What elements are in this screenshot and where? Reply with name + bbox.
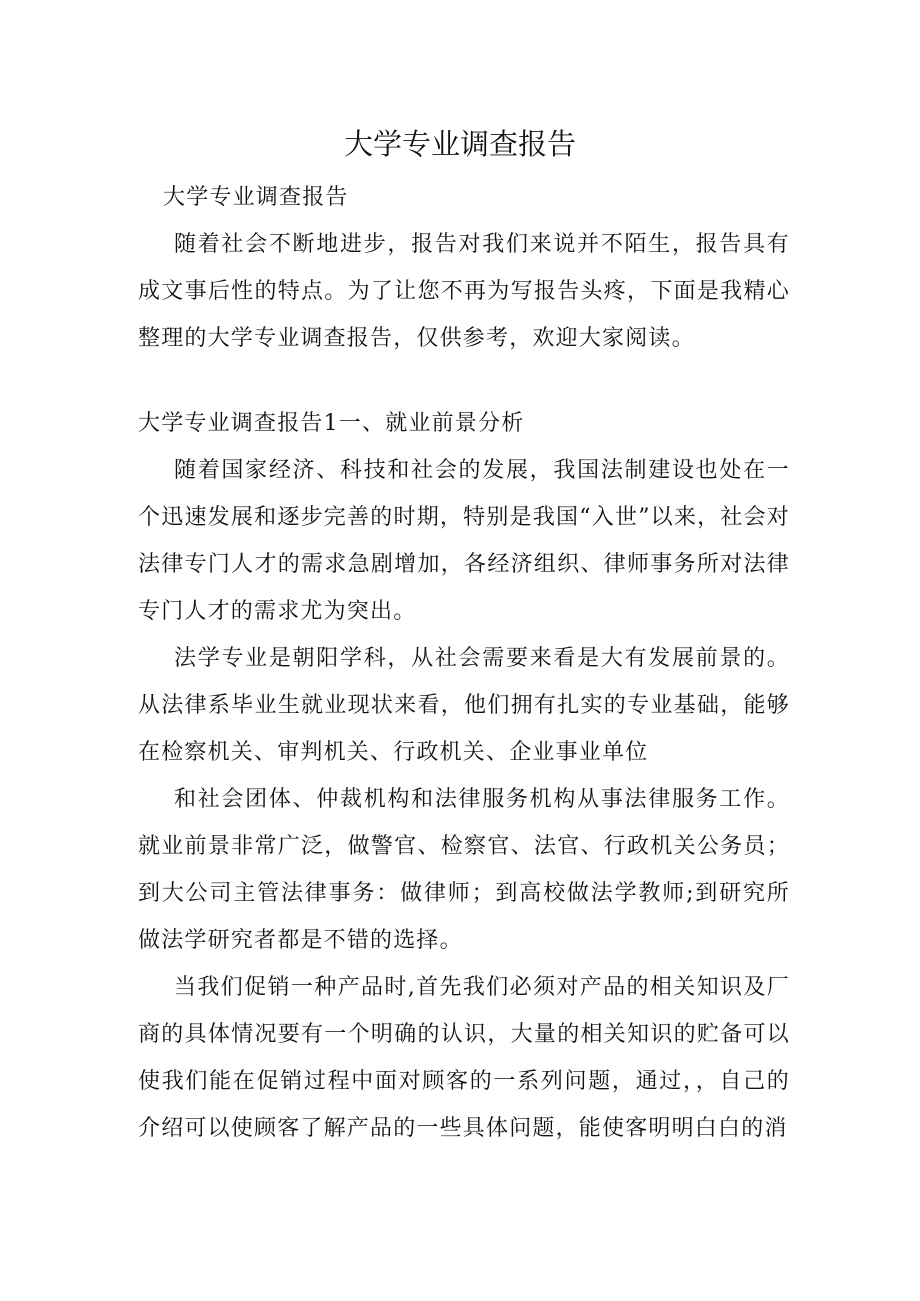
body-paragraph: 和社会团体、仲裁机构和法律服务机构从事法律服务工作。就业前景非常广泛，做警官、检察官、法官、行政机关公务员；到大公司主管法律事务：做律师；到高校做法学教师;到研究所做法学研究者都是不错的选择。 <box>138 787 790 953</box>
section-heading: 大学专业调查报告1一、就业前景分析 <box>138 411 525 436</box>
body-paragraph: 当我们促销一种产品时,首先我们必须对产品的相关知识及厂商的具体情况要有一个明确的认识，大量的相关知识的贮备可以使我们能在促销过程中面对顾客的一系列问题，通过，，自己的介绍可以使顾客了解产品的一些具体问题，能使客明明白白的消 <box>138 975 790 1141</box>
body-paragraph: 随着国家经济、科技和社会的发展，我国法制建设也处在一个迅速发展和逐步完善的时期，特别是我国“入世”以来，社会对法律专门人才的需求急剧增加，各经济组织、律师事务所对法律专门人才的需求尤为突出。 <box>138 458 790 624</box>
document-subtitle: 大学专业调查报告 <box>163 185 349 210</box>
body-paragraph: 法学专业是朝阳学科，从社会需要来看是大有发展前景的。从法律系毕业生就业现状来看，他们拥有扎实的专业基础，能够在检察机关、审判机关、行政机关、企业事业单位 <box>138 646 790 765</box>
document-title: 大学专业调查报告 <box>343 127 576 161</box>
document-body <box>138 174 790 1152</box>
intro-paragraph: 随着社会不断地进步，报告对我们来说并不陌生，报告具有成文事后性的特点。为了让您不再为写报告头疼，下面是我精心整理的大学专业调查报告，仅供参考，欢迎大家阅读。 <box>138 232 790 351</box>
